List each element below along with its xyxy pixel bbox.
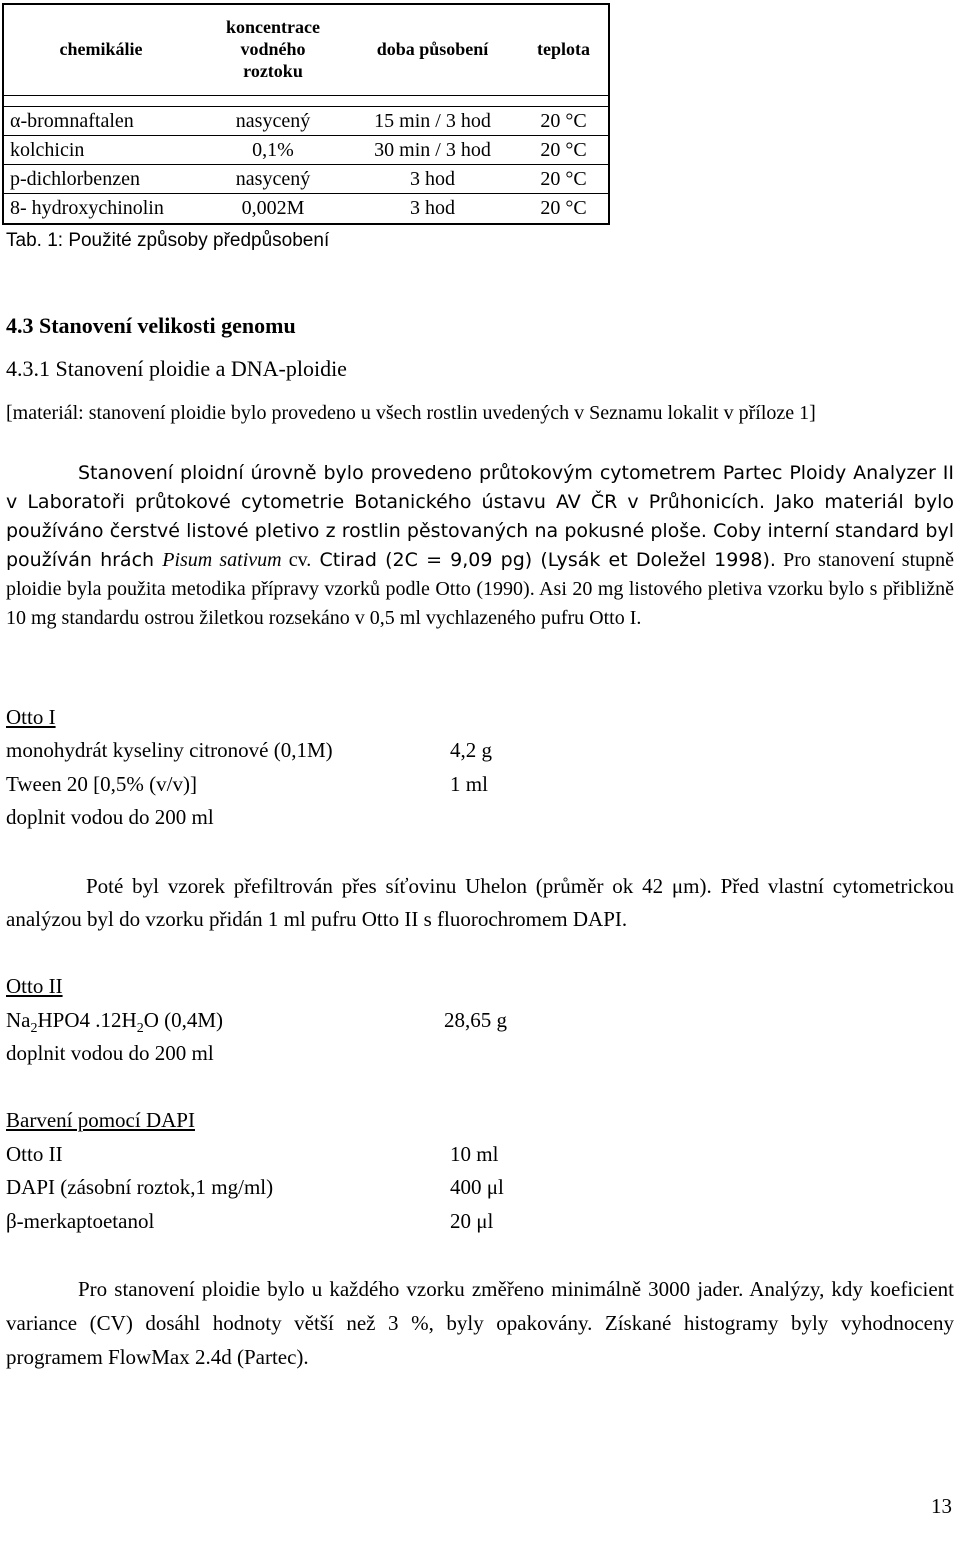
cell-chemical: kolchicin	[2, 136, 200, 165]
cell-concentration: nasycený	[200, 165, 346, 194]
material-note: [materiál: stanovení ploidie bylo provedeno u všech rostlin uvedených v Seznamu lokalit v příloze 1]	[6, 402, 816, 424]
paragraph-analysis: Pro stanovení ploidie bylo u každého vzorku změřeno minimálně 3000 jader. Analýzy, kdy koeficient variance (CV) dosáhl hodnoty větší než 3 %, byly opakovány. Získané histogramy byly vyhodnoceny programem FlowMax 2.4d (Partec).	[6, 1277, 954, 1369]
formula-subscript: 2	[136, 1021, 144, 1037]
section-heading: 4.3 Stanovení velikosti genomu	[6, 313, 296, 338]
paragraph-text: Ctirad (2C = 9,09 pg) (Lysák et Doležel 1998).	[311, 549, 776, 571]
otto1-item-name: monohydrát kyseliny citronové (0,1M)	[6, 738, 333, 762]
otto2-formula-amount: 28,65 g	[444, 1008, 507, 1032]
table-caption: Tab. 1: Použité způsoby předpůsobení	[6, 230, 330, 251]
table-row	[2, 165, 608, 194]
paragraph-text: cv.	[281, 549, 312, 571]
paragraph-text: Stanovení ploidní úrovně bylo provedeno průtokovým cytometrem Partec Ploidy Analyzer II v Laboratoři průtokové cytometrie Botanického ústavu AV ČR v Průhonicích. Jako materiál bylo používáno čerstvé listové pletivo z rostlin pěstovaných na pokusné ploše. Coby interní standard byl používán hrách	[6, 462, 954, 571]
page-number: 13	[931, 1494, 952, 1518]
otto1-item-name: Tween 20 [0,5% (v/v)]	[6, 772, 197, 796]
cell-temperature: 20 °C	[519, 107, 608, 136]
table-header-row	[2, 3, 608, 96]
otto1-item-name: doplnit vodou do 200 ml	[6, 805, 214, 829]
table-row	[2, 136, 608, 165]
cell-chemical: p-dichlorbenzen	[2, 165, 200, 194]
formula-part: O (0,4M)	[143, 1008, 224, 1032]
dapi-item-name: β-merkaptoetanol	[6, 1209, 155, 1233]
cell-duration: 15 min / 3 hod	[346, 107, 519, 136]
cell-chemical: α-bromnaftalen	[2, 107, 200, 136]
cell-concentration: 0,1%	[200, 136, 346, 165]
col-header-duration: doba působení	[346, 3, 519, 96]
cell-concentration: nasycený	[200, 107, 346, 136]
cell-duration: 3 hod	[346, 165, 519, 194]
col-header-concentration: koncentrace vodného roztoku	[200, 3, 346, 96]
paragraph-text: Asi 20 mg listového pletiva vzorku bylo s přibližně 10 mg standardu ostrou žiletkou rozsekáno v 0,5 ml vychlazeného pufru Otto I.	[6, 578, 954, 629]
cell-temperature: 20 °C	[519, 165, 608, 194]
col-header-temperature: teplota	[519, 3, 608, 96]
otto2-fill: doplnit vodou do 200 ml	[6, 1041, 214, 1065]
dapi-item-amount: 400 μl	[450, 1175, 504, 1199]
cell-duration: 30 min / 3 hod	[346, 136, 519, 165]
species-name: Pisum sativum	[162, 549, 282, 571]
cell-concentration: 0,002M	[200, 194, 346, 223]
otto2-title: Otto II	[6, 974, 63, 998]
paragraph-text: Pro stanovení stupně ploidie byla použita metodika přípravy vzorků podle Otto (1990).	[6, 549, 955, 600]
formula-subscript: 2	[30, 1021, 38, 1037]
cell-chemical: 8- hydroxychinolin	[2, 194, 200, 223]
col-header-chemical: chemikálie	[2, 3, 200, 96]
dapi-title: Barvení pomocí DAPI	[6, 1108, 195, 1132]
paragraph-filtration: Poté byl vzorek přefiltrován přes síťovinu Uhelon (průměr ok 42 μm). Před vlastní cytometrickou analýzou byl do vzorku přidán 1 ml pufru Otto II s fluorochromem DAPI.	[6, 874, 954, 931]
cell-temperature: 20 °C	[519, 194, 608, 223]
dapi-item-amount: 10 ml	[450, 1142, 499, 1166]
pretreatment-table	[2, 3, 608, 222]
subsection-heading: 4.3.1 Stanovení ploidie a DNA-ploidie	[6, 356, 347, 381]
paragraph-method	[6, 459, 954, 633]
formula-part: HPO4 .12H	[37, 1008, 137, 1032]
otto1-item-amount: 4,2 g	[450, 738, 492, 762]
table-row	[2, 107, 608, 136]
formula-part: Na	[6, 1008, 31, 1032]
dapi-item-name: DAPI (zásobní roztok,1 mg/ml)	[6, 1175, 274, 1199]
dapi-item-name: Otto II	[6, 1142, 63, 1166]
cell-temperature: 20 °C	[519, 136, 608, 165]
otto1-title: Otto I	[6, 705, 56, 729]
table-row	[2, 194, 608, 223]
otto1-item-amount: 1 ml	[450, 772, 488, 796]
dapi-item-amount: 20 μl	[450, 1209, 494, 1233]
cell-duration: 3 hod	[346, 194, 519, 223]
